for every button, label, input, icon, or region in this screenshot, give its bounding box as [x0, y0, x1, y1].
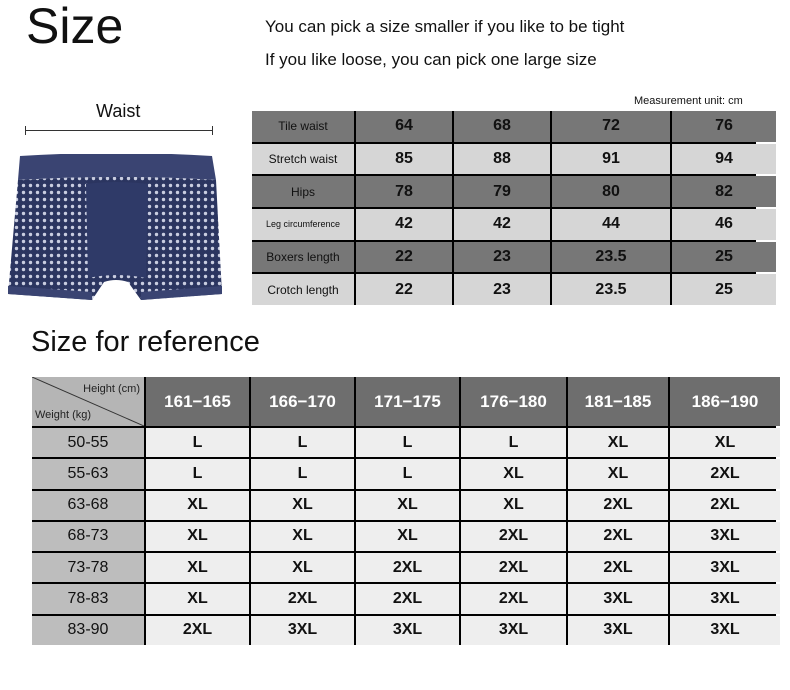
size-cell: L [251, 459, 354, 488]
size-cell: XL [356, 522, 459, 551]
size-cell: L [146, 459, 249, 488]
measurement-row-label: Crotch length [252, 274, 354, 305]
measurement-value: 23 [454, 274, 550, 305]
size-cell: 2XL [461, 553, 566, 582]
reference-title: Size for reference [31, 326, 260, 358]
size-cell: 2XL [251, 584, 354, 613]
measurement-value: 94 [672, 144, 776, 175]
measurement-value: 68 [454, 111, 550, 142]
measurement-value: 78 [356, 176, 452, 207]
size-cell: L [251, 428, 354, 457]
measurement-value: 25 [672, 274, 776, 305]
measurement-value: 23.5 [552, 274, 670, 305]
measurement-value: 80 [552, 176, 670, 207]
measurement-value: 23.5 [552, 242, 670, 273]
measurement-value: 42 [454, 209, 550, 240]
boxer-briefs-image [6, 154, 228, 306]
measurement-value: 22 [356, 274, 452, 305]
size-cell: XL [251, 522, 354, 551]
size-cell: XL [461, 491, 566, 520]
weight-row-header: 63-68 [32, 491, 144, 520]
size-cell: 3XL [461, 616, 566, 645]
waist-measure-line [25, 130, 213, 131]
height-column-header: 161−165 [146, 377, 249, 426]
size-cell: 3XL [568, 584, 668, 613]
size-cell: 3XL [670, 522, 780, 551]
size-cell: XL [251, 553, 354, 582]
measurement-value: 88 [454, 144, 550, 175]
size-cell: 2XL [461, 522, 566, 551]
size-cell: 2XL [356, 584, 459, 613]
size-cell: L [356, 459, 459, 488]
tip-tight: You can pick a size smaller if you like to be tight [265, 17, 625, 36]
weight-row-header: 50-55 [32, 428, 144, 457]
measurement-value: 82 [672, 176, 776, 207]
size-cell: XL [251, 491, 354, 520]
page-title: Size [26, 0, 124, 54]
size-reference-table [32, 377, 776, 645]
measurement-value: 44 [552, 209, 670, 240]
size-cell: 2XL [568, 522, 668, 551]
measurement-row-label: Boxers length [252, 242, 354, 273]
measurement-value: 22 [356, 242, 452, 273]
measurement-value: 42 [356, 209, 452, 240]
size-cell: 2XL [461, 584, 566, 613]
weight-row-header: 68-73 [32, 522, 144, 551]
size-cell: 2XL [670, 491, 780, 520]
weight-row-header: 78-83 [32, 584, 144, 613]
size-cell: XL [461, 459, 566, 488]
height-column-header: 171−175 [356, 377, 459, 426]
measurement-row-label: Leg circumference [252, 209, 354, 240]
measurement-value: 23 [454, 242, 550, 273]
height-column-header: 176−180 [461, 377, 566, 426]
size-cell: XL [568, 428, 668, 457]
measurement-value: 25 [672, 242, 776, 273]
size-cell: 3XL [356, 616, 459, 645]
weight-row-header: 73-78 [32, 553, 144, 582]
measurement-value: 64 [356, 111, 452, 142]
measurement-value: 76 [672, 111, 776, 142]
size-cell: 2XL [568, 553, 668, 582]
measurement-row-label: Stretch waist [252, 144, 354, 175]
weight-row-header: 55-63 [32, 459, 144, 488]
size-cell: XL [146, 584, 249, 613]
size-cell: XL [146, 553, 249, 582]
measurement-row-label: Tile waist [252, 111, 354, 142]
measurement-table [252, 111, 756, 305]
size-cell: L [461, 428, 566, 457]
size-cell: 2XL [568, 491, 668, 520]
size-cell: 3XL [670, 553, 780, 582]
measurement-row-label: Hips [252, 176, 354, 207]
measurement-value: 79 [454, 176, 550, 207]
size-cell: 2XL [670, 459, 780, 488]
weight-axis-label: Weight (kg) [35, 409, 92, 421]
measurement-value: 85 [356, 144, 452, 175]
size-cell: L [146, 428, 249, 457]
measurement-value: 46 [672, 209, 776, 240]
measurement-value: 72 [552, 111, 670, 142]
height-column-header: 186−190 [670, 377, 780, 426]
size-cell: 2XL [146, 616, 249, 645]
table-corner-header [32, 377, 144, 426]
size-cell: XL [670, 428, 780, 457]
size-cell: XL [568, 459, 668, 488]
size-cell: 3XL [251, 616, 354, 645]
height-axis-label: Height (cm) [83, 383, 140, 395]
height-column-header: 166−170 [251, 377, 354, 426]
height-column-header: 181−185 [568, 377, 668, 426]
size-cell: 3XL [568, 616, 668, 645]
weight-row-header: 83-90 [32, 616, 144, 645]
size-cell: XL [356, 491, 459, 520]
measurement-value: 91 [552, 144, 670, 175]
size-cell: XL [146, 522, 249, 551]
size-cell: 2XL [356, 553, 459, 582]
size-cell: XL [146, 491, 249, 520]
size-cell: L [356, 428, 459, 457]
tip-loose: If you like loose, you can pick one large size [265, 50, 597, 69]
waist-label: Waist [96, 101, 141, 121]
size-cell: 3XL [670, 616, 780, 645]
size-cell: 3XL [670, 584, 780, 613]
measurement-unit-note: Measurement unit: cm [634, 95, 743, 107]
